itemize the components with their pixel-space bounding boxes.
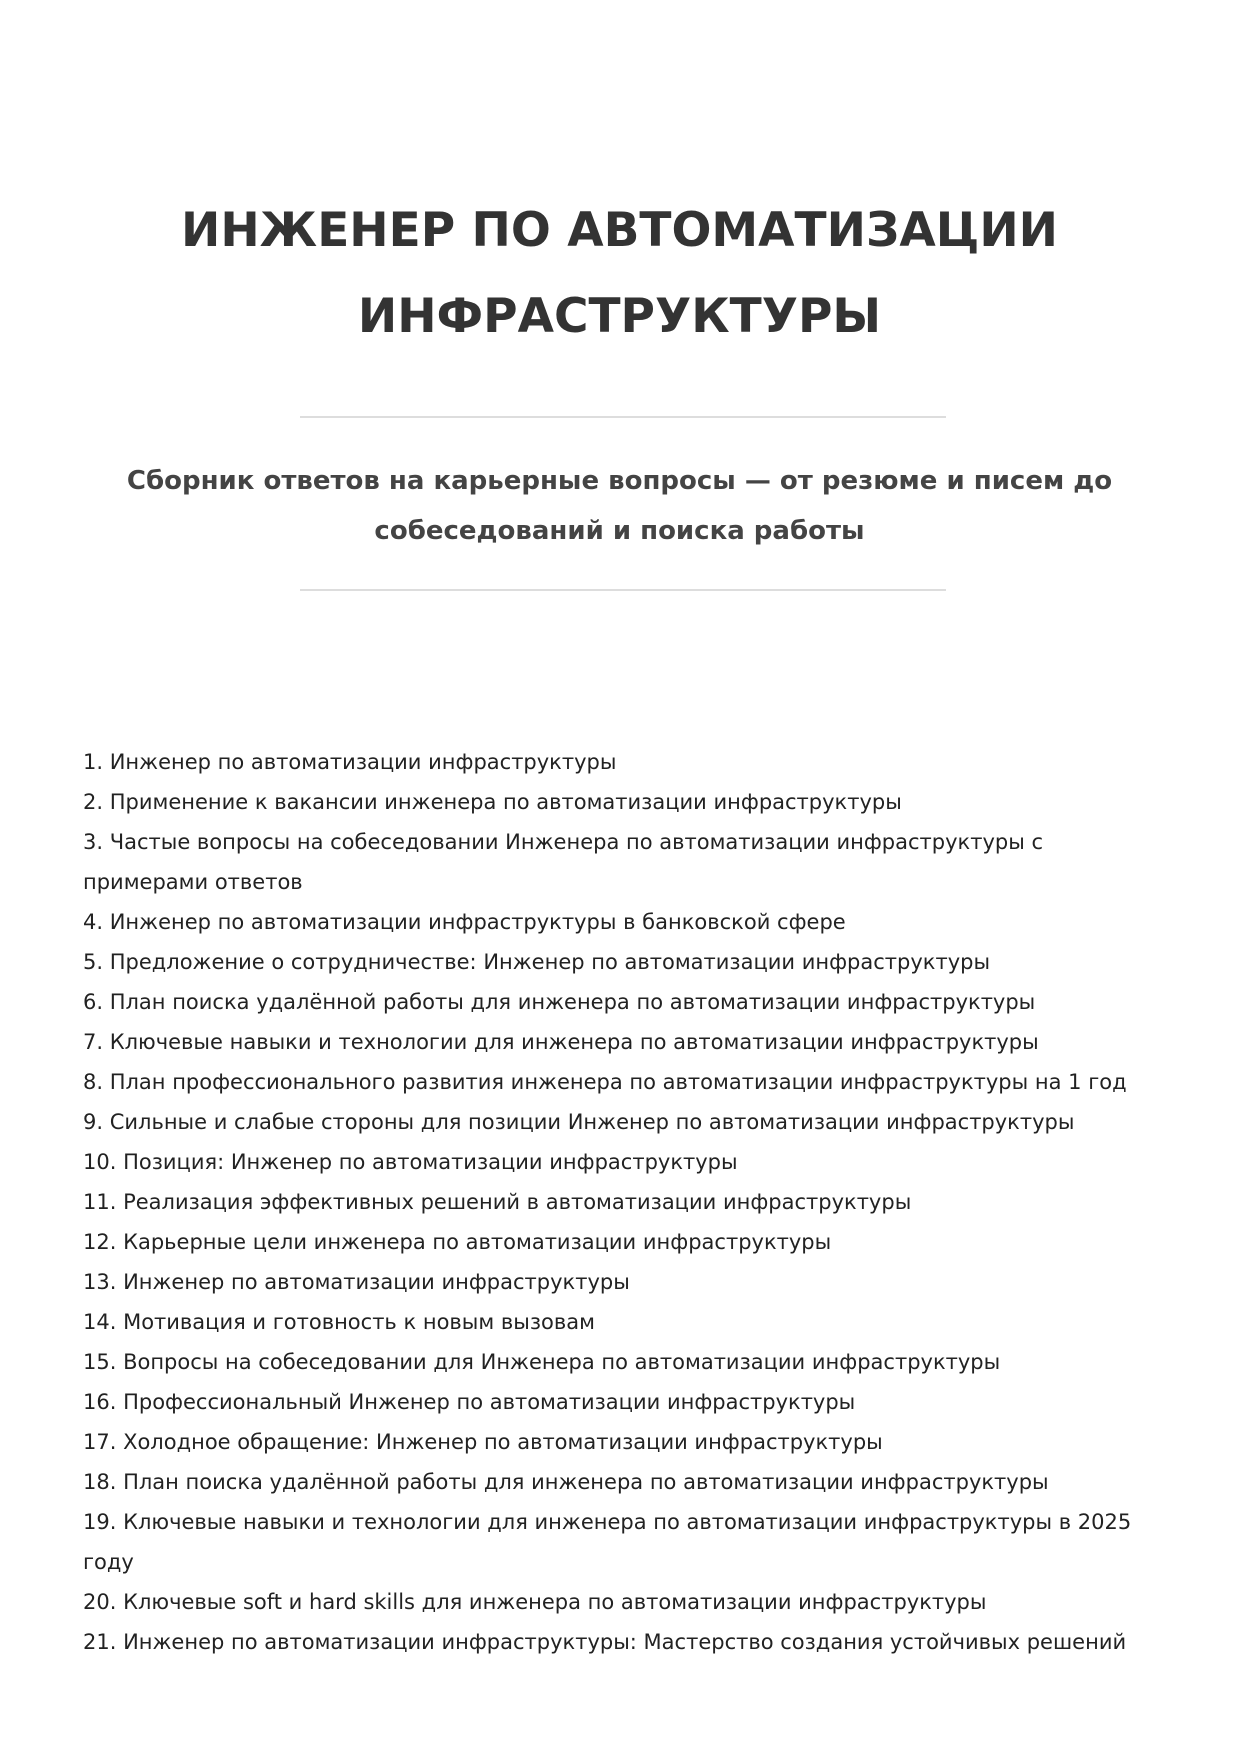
toc-item: 13. Инженер по автоматизации инфраструктуры: [83, 1270, 630, 1294]
toc-item: 18. План поиска удалённой работы для инженера по автоматизации инфраструктуры: [83, 1470, 1049, 1494]
toc-item: 14. Мотивация и готовность к новым вызовам: [83, 1310, 595, 1334]
toc-item: 16. Профессиональный Инженер по автоматизации инфраструктуры: [83, 1390, 856, 1414]
document-title: [0, 188, 1239, 360]
document-title-line-1: ИНЖЕНЕР ПО АВТОМАТИЗАЦИИ: [180, 203, 1058, 258]
document-subtitle: [0, 456, 1239, 556]
toc-item: 1. Инженер по автоматизации инфраструктуры: [83, 750, 617, 774]
toc-item: 19. Ключевые навыки и технологии для инженера по автоматизации инфраструктуры в 2025: [83, 1510, 1132, 1534]
divider-top: [300, 416, 946, 418]
divider-bottom: [300, 589, 946, 591]
toc-item: 6. План поиска удалённой работы для инженера по автоматизации инфраструктуры: [83, 990, 1036, 1014]
toc-item: 8. План профессионального развития инженера по автоматизации инфраструктуры на 1 год: [83, 1070, 1127, 1094]
document-subtitle-line-2: собеседований и поиска работы: [374, 516, 865, 546]
toc-item: 2. Применение к вакансии инженера по автоматизации инфраструктуры: [83, 790, 902, 814]
document-title-line-2: ИНФРАСТРУКТУРЫ: [357, 289, 882, 344]
toc-item: 17. Холодное обращение: Инженер по автоматизации инфраструктуры: [83, 1430, 883, 1454]
toc-item: 20. Ключевые soft и hard skills для инженера по автоматизации инфраструктуры: [83, 1590, 987, 1614]
document-subtitle-line-1: Сборник ответов на карьерные вопросы — от резюме и писем до: [126, 466, 1113, 496]
toc-item: 3. Частые вопросы на собеседовании Инженера по автоматизации инфраструктуры с: [83, 830, 1044, 854]
toc-item: 11. Реализация эффективных решений в автоматизации инфраструктуры: [83, 1190, 912, 1214]
toc-item: 15. Вопросы на собеседовании для Инженера по автоматизации инфраструктуры: [83, 1350, 1001, 1374]
toc-item: 9. Сильные и слабые стороны для позиции Инженер по автоматизации инфраструктуры: [83, 1110, 1075, 1134]
toc-item-continuation: году: [83, 1550, 134, 1574]
toc-item-continuation: примерами ответов: [83, 870, 303, 894]
toc-item: 4. Инженер по автоматизации инфраструктуры в банковской сфере: [83, 910, 846, 934]
toc-item: 21. Инженер по автоматизации инфраструктуры: Мастерство создания устойчивых решений: [83, 1630, 1127, 1654]
toc-item: 5. Предложение о сотрудничестве: Инженер по автоматизации инфраструктуры: [83, 950, 991, 974]
toc-item: 12. Карьерные цели инженера по автоматизации инфраструктуры: [83, 1230, 832, 1254]
toc-item: 10. Позиция: Инженер по автоматизации инфраструктуры: [83, 1150, 738, 1174]
table-of-contents: [83, 742, 1173, 1662]
toc-item: 7. Ключевые навыки и технологии для инженера по автоматизации инфраструктуры: [83, 1030, 1039, 1054]
